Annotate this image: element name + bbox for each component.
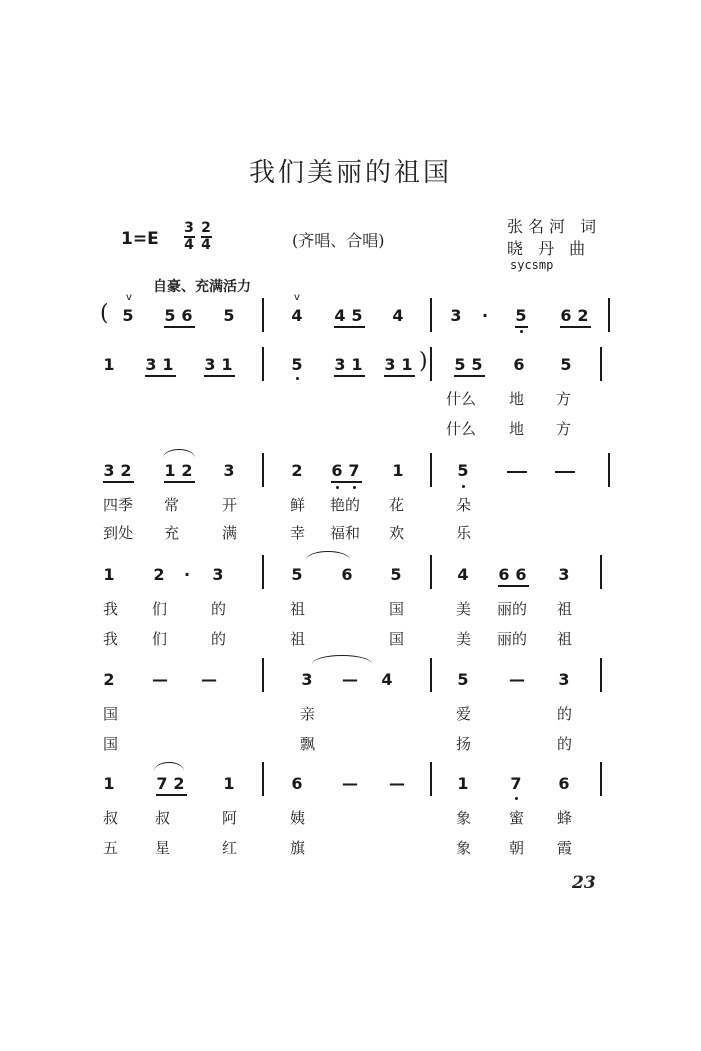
lyric: 充	[164, 524, 180, 542]
lyric: 福和	[330, 524, 361, 542]
lyric: 鲜	[290, 496, 306, 514]
lyric: 蜂	[557, 809, 573, 827]
note: 6	[560, 306, 572, 325]
note: 2	[181, 461, 193, 480]
performance-mode: (齐唱、合唱)	[292, 231, 385, 250]
lyric: 蜜	[509, 809, 525, 827]
underline	[164, 481, 195, 483]
close-paren: )	[419, 349, 428, 374]
breath-mark: v	[294, 292, 300, 303]
note: 7	[156, 774, 168, 793]
lyric: 五	[103, 839, 119, 857]
note: 4	[334, 306, 346, 325]
note: 7	[510, 774, 522, 793]
lyric: 姨	[290, 809, 306, 827]
lyric: 什么	[446, 420, 477, 438]
slur	[154, 762, 184, 771]
lyric: 象	[456, 839, 472, 857]
lyric: 方	[556, 390, 572, 408]
note: 6	[181, 306, 193, 325]
song-title: 我们美丽的祖国	[248, 158, 452, 188]
lyric: 朝	[509, 839, 525, 857]
bar-line	[430, 298, 432, 332]
bar-line	[262, 658, 264, 692]
bar-line	[430, 347, 432, 381]
note: 4	[291, 306, 303, 325]
note: 1	[457, 774, 469, 793]
lyric: 爱	[456, 705, 472, 723]
note: 5	[291, 355, 303, 374]
dot-rest: ·	[481, 306, 489, 325]
lyric: 祖	[290, 600, 306, 618]
note: 5	[351, 306, 363, 325]
note: 2	[291, 461, 303, 480]
note: 5	[291, 565, 303, 584]
underline	[560, 326, 591, 328]
lyric: 飘	[300, 735, 316, 753]
lyric: 叔	[103, 809, 119, 827]
lyric: 丽的	[497, 630, 528, 648]
time-sig-2-bottom: 4	[201, 237, 211, 253]
lyric: 扬	[456, 735, 472, 753]
lyric: 我	[103, 630, 119, 648]
lyric: 艳的	[330, 496, 361, 514]
note: 2	[120, 461, 132, 480]
low-octave-dot	[520, 330, 523, 333]
note: 3	[145, 355, 157, 374]
lyric: 地	[509, 390, 525, 408]
lyric: 丽的	[497, 600, 528, 618]
note: 3	[103, 461, 115, 480]
lyric: 乐	[456, 524, 472, 542]
key-signature: 1=E	[121, 229, 159, 249]
note: 1	[401, 355, 413, 374]
dot-rest: ·	[183, 565, 191, 584]
bar-line	[608, 298, 610, 332]
lyric: 开	[222, 496, 238, 514]
lyric: 常	[164, 496, 180, 514]
underline	[334, 375, 365, 377]
lyric: 方	[556, 420, 572, 438]
composer-credit: 晓 丹 曲	[507, 239, 591, 258]
lyric: 的	[211, 600, 227, 618]
lyric: 叔	[155, 809, 171, 827]
slur	[306, 551, 350, 560]
note: 3	[558, 565, 570, 584]
lyric: 象	[456, 809, 472, 827]
note: 5	[223, 306, 235, 325]
note: 5	[164, 306, 176, 325]
lyric: 朵	[456, 496, 472, 514]
time-sig-1-top: 3	[184, 220, 194, 236]
note: 3	[384, 355, 396, 374]
lyric: 旗	[290, 839, 306, 857]
note: 3	[301, 670, 313, 689]
breath-mark: v	[126, 292, 132, 303]
note: 3	[558, 670, 570, 689]
underline	[515, 326, 528, 328]
note: 6	[331, 461, 343, 480]
bar-line	[262, 347, 264, 381]
low-octave-dot	[336, 486, 339, 489]
note: 1	[164, 461, 176, 480]
note: 5	[457, 670, 469, 689]
low-octave-dot	[515, 797, 518, 800]
lyric: 的	[557, 705, 573, 723]
note: 5	[457, 461, 469, 480]
low-octave-dot	[353, 486, 356, 489]
note: 1	[162, 355, 174, 374]
lyric: 阿	[222, 809, 238, 827]
note: 1	[392, 461, 404, 480]
note: 1	[103, 355, 115, 374]
tempo-marking: 自豪、充满活力	[153, 279, 251, 295]
sustain-dash: —	[342, 670, 358, 689]
note: 4	[457, 565, 469, 584]
note: 5	[560, 355, 572, 374]
note: 5	[122, 306, 134, 325]
bar-line	[608, 453, 610, 487]
underline	[384, 375, 415, 377]
lyric: 美	[456, 600, 472, 618]
lyric: 星	[155, 839, 171, 857]
note: 6	[513, 355, 525, 374]
bar-line	[600, 347, 602, 381]
underline	[454, 375, 485, 377]
bar-line	[600, 762, 602, 796]
bar-line	[430, 658, 432, 692]
lyric: 美	[456, 630, 472, 648]
note: 6	[341, 565, 353, 584]
note: 2	[153, 565, 165, 584]
lyric: 国	[389, 600, 405, 618]
lyric: 国	[103, 705, 119, 723]
slur	[312, 655, 372, 664]
lyric: 欢	[389, 524, 405, 542]
sustain-dash: —	[342, 774, 358, 793]
lyric: 满	[222, 524, 238, 542]
bar-line	[262, 453, 264, 487]
lyric: 们	[152, 600, 168, 618]
bar-line	[262, 298, 264, 332]
lyric: 我	[103, 600, 119, 618]
note: 7	[348, 461, 360, 480]
lyric: 地	[509, 420, 525, 438]
lyric: 的	[557, 735, 573, 753]
bar-line	[600, 658, 602, 692]
lyric: 祖	[557, 630, 573, 648]
note: 6	[558, 774, 570, 793]
open-paren: (	[100, 301, 109, 326]
note: 5	[390, 565, 402, 584]
low-octave-dot	[296, 377, 299, 380]
underline	[103, 481, 134, 483]
note: 6	[498, 565, 510, 584]
sustain-dash: —	[152, 670, 168, 689]
bar-line	[430, 453, 432, 487]
sustain-dash: —	[389, 774, 405, 793]
bar-line	[430, 555, 432, 589]
lyricist-credit: 张名河 词	[507, 217, 602, 236]
sustain-dash: —	[509, 670, 525, 689]
time-sig-2-top: 2	[201, 220, 211, 236]
note: 2	[173, 774, 185, 793]
note: 3	[334, 355, 346, 374]
underline	[204, 375, 235, 377]
lyric: 的	[211, 630, 227, 648]
note: 3	[204, 355, 216, 374]
time-sig-1-bottom: 4	[184, 237, 194, 253]
note: 2	[103, 670, 115, 689]
bar-line	[262, 762, 264, 796]
underline	[145, 375, 176, 377]
note: 4	[381, 670, 393, 689]
note: 5	[454, 355, 466, 374]
underline	[164, 326, 195, 328]
lyric: 什么	[446, 390, 477, 408]
lyric: 幸	[290, 524, 306, 542]
bar-line	[600, 555, 602, 589]
note: 1	[221, 355, 233, 374]
underline	[156, 794, 187, 796]
low-octave-dot	[462, 485, 465, 488]
note: 4	[392, 306, 404, 325]
sustain-dash	[555, 471, 575, 473]
lyric: 四季	[103, 496, 134, 514]
underline	[334, 326, 365, 328]
lyric: 红	[222, 839, 238, 857]
note: 1	[103, 565, 115, 584]
note: 1	[351, 355, 363, 374]
note: 3	[223, 461, 235, 480]
lyric: 花	[389, 496, 405, 514]
note: 1	[223, 774, 235, 793]
underline	[498, 585, 529, 587]
lyric: 国	[389, 630, 405, 648]
sustain-dash: —	[201, 670, 217, 689]
lyric: 祖	[290, 630, 306, 648]
underline	[331, 481, 362, 483]
lyric: 国	[103, 735, 119, 753]
lyric: 们	[152, 630, 168, 648]
lyric: 霞	[557, 839, 573, 857]
watermark-text: sycsmp	[510, 258, 554, 272]
note: 5	[471, 355, 483, 374]
bar-line	[262, 555, 264, 589]
bar-line	[430, 762, 432, 796]
lyric: 祖	[557, 600, 573, 618]
note: 3	[212, 565, 224, 584]
note: 5	[515, 306, 527, 325]
note: 3	[450, 306, 462, 325]
slur	[163, 449, 195, 458]
sustain-dash	[507, 471, 527, 473]
lyric: 亲	[300, 705, 316, 723]
note: 2	[577, 306, 589, 325]
note: 1	[103, 774, 115, 793]
lyric: 到处	[103, 524, 134, 542]
note: 6	[291, 774, 303, 793]
page-number: 23	[572, 873, 596, 893]
note: 6	[515, 565, 527, 584]
